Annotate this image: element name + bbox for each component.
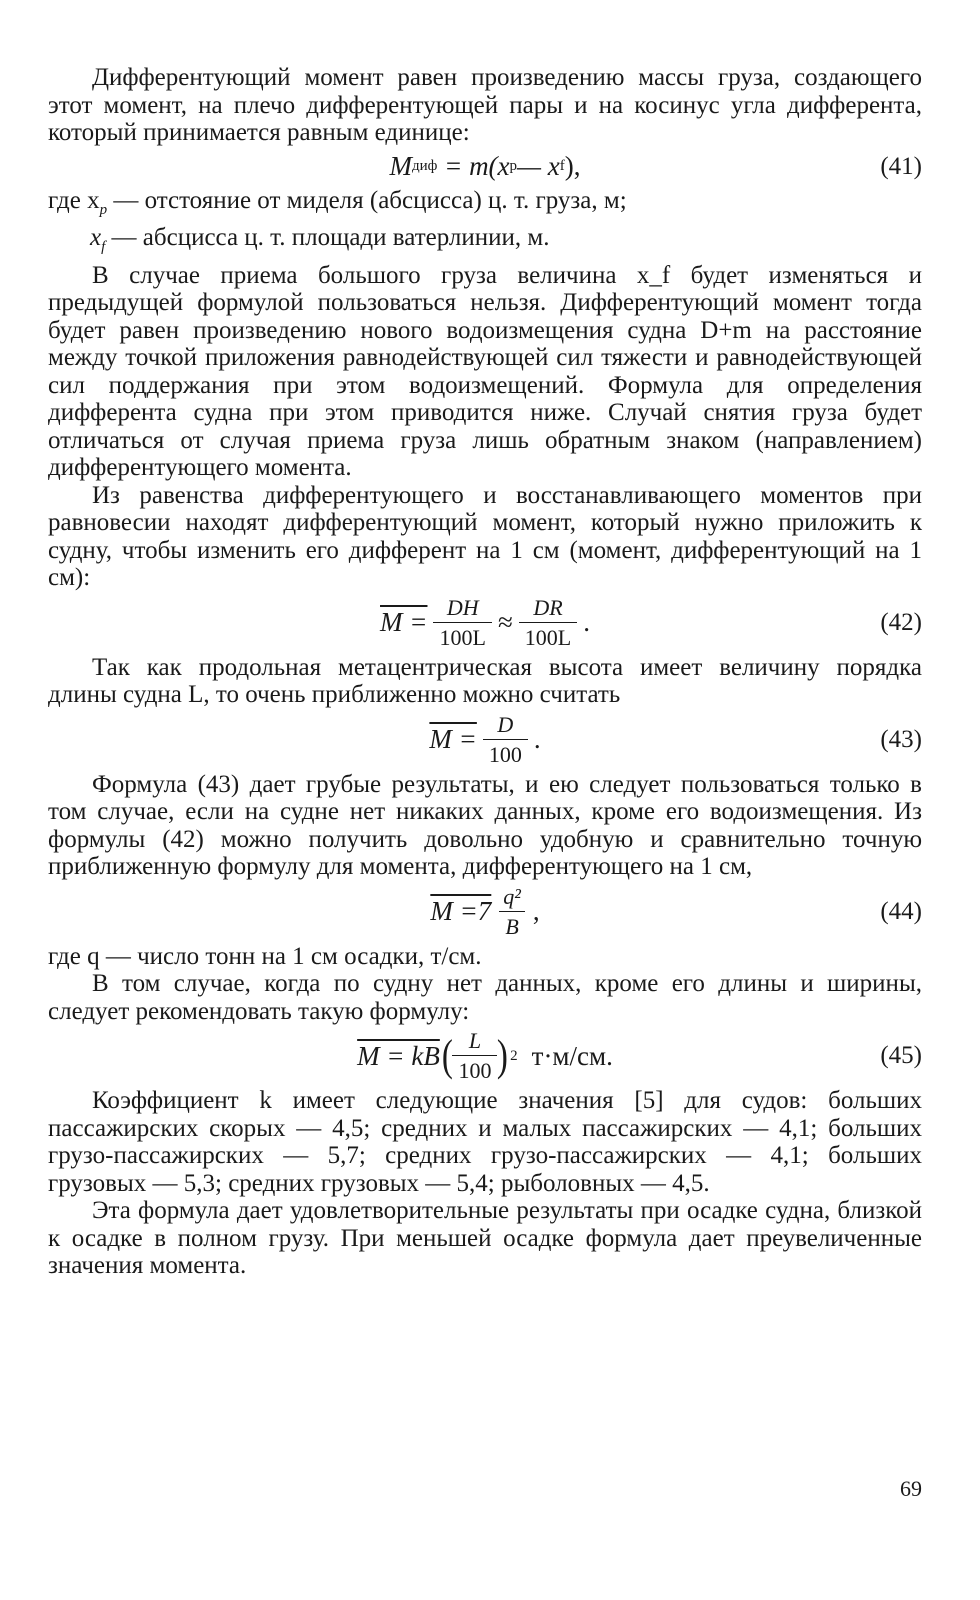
eq42-tail: . xyxy=(583,607,590,637)
eq45-exponent: 2 xyxy=(510,1047,518,1064)
where-xp-text: — отстояние от миделя (абсцисса) ц. т. груза, м; xyxy=(107,186,627,214)
paragraph-1: Дифферентующий момент равен произведению массы груза, создающего этот момент, на плечо дифферентующей пары и на косинус угла дифферента, который принимается равным единице: xyxy=(48,64,922,146)
equation-44 xyxy=(48,881,922,943)
paragraph-7: Коэффициент k имеет следующие значения [5] для судов: больших пассажирских скорых — 4,5; средних и малых пассажирских — 4,1; больших грузо-пассажирских — 5,7; средних грузо-пассажирских — 4,1; больших грузовых — 5,3; средних грузовых — 5,4; рыболовных — 4,5. xyxy=(48,1087,922,1197)
paragraph-2: В случае приема большого груза величина x_f будет изменяться и предыдущей формулой пользоваться нельзя. Дифферентующий момент тогда будет равен произведению нового водоизмещения судна D+m на расстояние между точкой приложения равнодействующей сил тяжести и равнодействующей сил поддержания при этом водоизмещений. Формула для определения дифферента судна при этом приводится ниже. Случай снятия груза будет отличаться от случая приема груза лишь обратным знаком (направлением) дифферентующего момента. xyxy=(48,261,922,481)
eq44-lhs: M =7 xyxy=(430,896,492,926)
equation-41 xyxy=(48,147,922,187)
eq44-frac xyxy=(497,883,527,939)
paragraph-6: В том случае, когда по судну нет данных, кроме его длины и ширины, следует рекомендовать такую формулу: xyxy=(48,970,922,1025)
eq44-den: B xyxy=(499,911,524,938)
where-xf-text: — абсцисса ц. т. площади ватерлинии, м. xyxy=(105,224,550,251)
page-number: 69 xyxy=(900,1476,922,1501)
where-xf-sym: x xyxy=(90,224,102,251)
eq42-lhs: M = xyxy=(380,607,428,637)
equation-43 xyxy=(48,709,922,771)
where-xf xyxy=(48,224,922,262)
eq44-number: (44) xyxy=(880,897,922,925)
eq44-tail: , xyxy=(532,896,540,926)
eq43-tail: . xyxy=(533,724,541,754)
eq43-frac xyxy=(483,711,528,767)
paragraph-8: Эта формула дает удовлетворительные результаты при осадке судна, близкой к осадке в полном грузу. При меньшей осадке формула дает преувеличенные значения момента. xyxy=(48,1197,922,1279)
eq45-lhs: M = kB xyxy=(357,1040,440,1071)
eq41-end: ), xyxy=(564,151,581,181)
eq42-frac-1 xyxy=(433,594,491,650)
eq41-mid: — x xyxy=(517,151,560,181)
eq45-number: (45) xyxy=(880,1042,922,1069)
paragraph-4: Так как продольная метацентрическая высота имеет величину порядка длины судна L, то очень приближенно можно считать xyxy=(48,653,922,708)
eq42-num-2: DR xyxy=(533,594,563,620)
eq41-lhs: M xyxy=(389,151,412,181)
where-xf-sub: f xyxy=(101,239,106,255)
eq43-number: (43) xyxy=(880,725,922,753)
paragraph-3: Из равенства дифферентующего и восстанавливающего моментов при равновесии находят дифферентующий момент, который нужно приложить к судну, чтобы изменить его дифферент на 1 см (момент, дифферентующий на 1 см): xyxy=(48,481,922,591)
eq42-den-2: 100L xyxy=(519,622,577,649)
eq45-num: L xyxy=(468,1028,482,1053)
eq42-number: (42) xyxy=(880,608,922,636)
eq41-sub2: f xyxy=(559,158,565,174)
eq42-approx: ≈ xyxy=(497,607,513,637)
eq41-number: (41) xyxy=(880,152,922,180)
eq41-sub1: p xyxy=(509,158,518,174)
eq43-num: D xyxy=(497,711,514,737)
eq41-lhs-sub: диф xyxy=(411,158,438,174)
where-xp-sub: p xyxy=(99,201,108,218)
paragraph-5: Формула (43) дает грубые результаты, и ею следует пользоваться только в том случае, если на судне нет никаких данных, кроме его водоизмещения. Из формулы (42) можно получить довольно удобную и сравнительно точную приближенную формулу для момента, дифферентующего на 1 см, xyxy=(48,770,922,880)
eq42-den-1: 100L xyxy=(433,622,491,649)
eq45-frac xyxy=(452,1030,497,1082)
eq42-num-1: DH xyxy=(446,594,479,620)
page-body xyxy=(48,64,922,1280)
eq41-rhs: = m(x xyxy=(444,151,510,181)
eq42-frac-2 xyxy=(519,594,577,650)
eq44-num: q² xyxy=(503,883,521,909)
eq45-left-paren: ( xyxy=(441,1031,453,1080)
equation-42 xyxy=(48,592,922,654)
where-q: где q — число тонн на 1 см осадки, т/см. xyxy=(48,942,482,970)
eq45-den: 100 xyxy=(452,1055,497,1082)
equation-45 xyxy=(48,1025,922,1087)
where-xp xyxy=(48,187,922,225)
eq43-lhs: M = xyxy=(429,724,477,754)
where-xp-sym: где x xyxy=(48,186,100,214)
eq43-den: 100 xyxy=(483,739,528,766)
eq45-unit: т·м/см. xyxy=(531,1040,613,1071)
eq45-right-paren: ) xyxy=(497,1031,509,1080)
